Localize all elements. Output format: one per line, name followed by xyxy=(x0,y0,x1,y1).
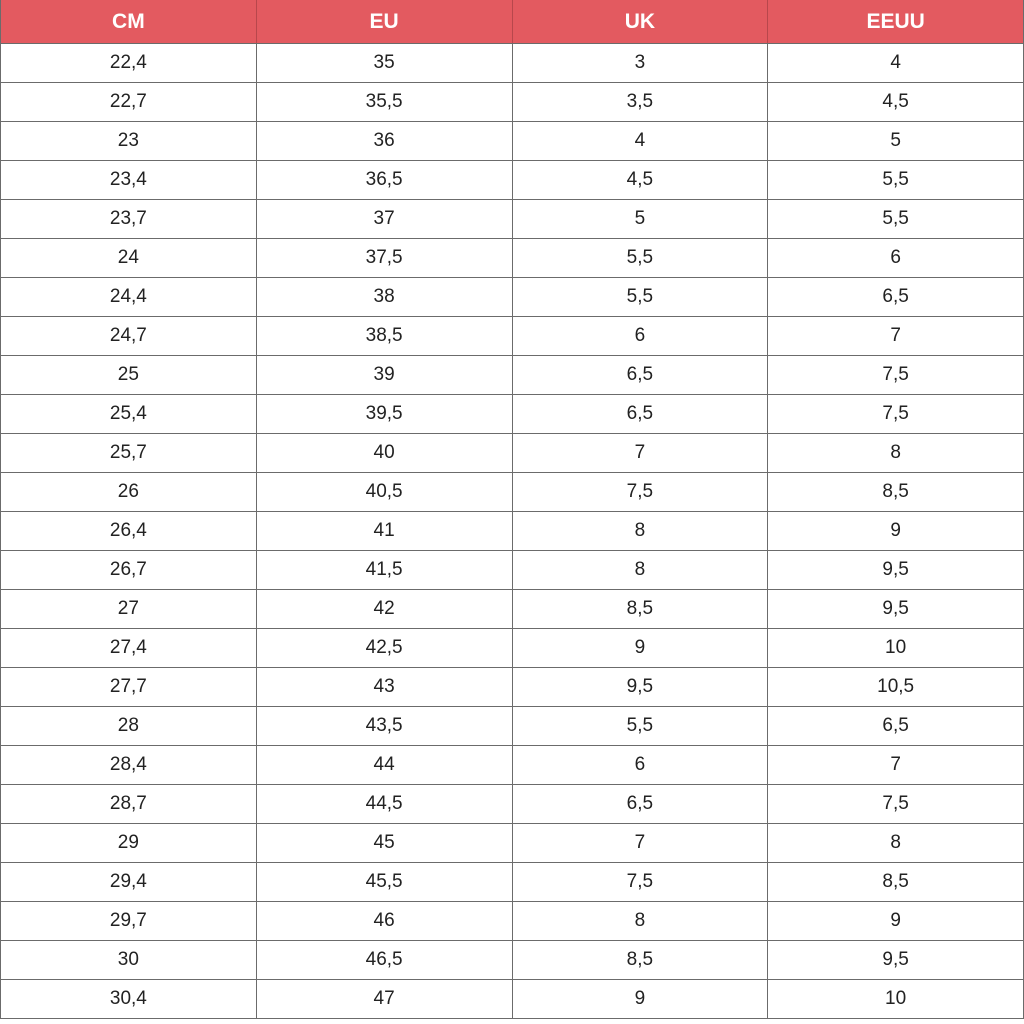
cell-cm: 23,7 xyxy=(1,200,257,239)
table-row xyxy=(1,122,1024,161)
table-row xyxy=(1,902,1024,941)
cell-cm: 27 xyxy=(1,590,257,629)
table-row xyxy=(1,434,1024,473)
cell-cm: 24,4 xyxy=(1,278,257,317)
cell-cm: 25,4 xyxy=(1,395,257,434)
table-row xyxy=(1,239,1024,278)
cell-eu: 46,5 xyxy=(256,941,512,980)
cell-cm: 29 xyxy=(1,824,257,863)
table-row xyxy=(1,317,1024,356)
cell-eeuu: 10 xyxy=(768,629,1024,668)
table-row xyxy=(1,746,1024,785)
table-row xyxy=(1,278,1024,317)
cell-eeuu: 10 xyxy=(768,980,1024,1019)
cell-cm: 29,4 xyxy=(1,863,257,902)
cell-uk: 6,5 xyxy=(512,395,768,434)
cell-eeuu: 4 xyxy=(768,44,1024,83)
cell-eeuu: 5,5 xyxy=(768,161,1024,200)
cell-eu: 43 xyxy=(256,668,512,707)
cell-uk: 8 xyxy=(512,551,768,590)
cell-eu: 40,5 xyxy=(256,473,512,512)
table-row xyxy=(1,395,1024,434)
table-row xyxy=(1,473,1024,512)
cell-eu: 36,5 xyxy=(256,161,512,200)
cell-uk: 6,5 xyxy=(512,785,768,824)
cell-uk: 6 xyxy=(512,317,768,356)
cell-eeuu: 5 xyxy=(768,122,1024,161)
cell-uk: 5,5 xyxy=(512,278,768,317)
cell-eeuu: 7,5 xyxy=(768,785,1024,824)
cell-eeuu: 5,5 xyxy=(768,200,1024,239)
table-row xyxy=(1,707,1024,746)
table-row xyxy=(1,785,1024,824)
cell-eu: 40 xyxy=(256,434,512,473)
table-row xyxy=(1,551,1024,590)
table-row xyxy=(1,83,1024,122)
cell-cm: 23 xyxy=(1,122,257,161)
cell-eeuu: 8,5 xyxy=(768,473,1024,512)
cell-eu: 37,5 xyxy=(256,239,512,278)
cell-uk: 8 xyxy=(512,512,768,551)
cell-uk: 6,5 xyxy=(512,356,768,395)
cell-uk: 5 xyxy=(512,200,768,239)
cell-cm: 26,7 xyxy=(1,551,257,590)
cell-eeuu: 7 xyxy=(768,317,1024,356)
cell-cm: 28,7 xyxy=(1,785,257,824)
cell-eeuu: 9,5 xyxy=(768,551,1024,590)
table-row xyxy=(1,980,1024,1019)
cell-eeuu: 6,5 xyxy=(768,278,1024,317)
cell-eeuu: 10,5 xyxy=(768,668,1024,707)
cell-eu: 46 xyxy=(256,902,512,941)
cell-eu: 39,5 xyxy=(256,395,512,434)
table-header xyxy=(1,0,1024,44)
cell-eu: 39 xyxy=(256,356,512,395)
cell-cm: 25,7 xyxy=(1,434,257,473)
table-row xyxy=(1,941,1024,980)
cell-uk: 6 xyxy=(512,746,768,785)
cell-uk: 7 xyxy=(512,434,768,473)
cell-uk: 8 xyxy=(512,902,768,941)
cell-uk: 7,5 xyxy=(512,473,768,512)
header-cm: CM xyxy=(1,0,257,44)
cell-uk: 4,5 xyxy=(512,161,768,200)
cell-eeuu: 7,5 xyxy=(768,395,1024,434)
table-row xyxy=(1,668,1024,707)
cell-eu: 41,5 xyxy=(256,551,512,590)
cell-uk: 3,5 xyxy=(512,83,768,122)
cell-eu: 35,5 xyxy=(256,83,512,122)
cell-cm: 29,7 xyxy=(1,902,257,941)
cell-eu: 43,5 xyxy=(256,707,512,746)
cell-eeuu: 9 xyxy=(768,902,1024,941)
cell-eeuu: 8 xyxy=(768,434,1024,473)
cell-cm: 30 xyxy=(1,941,257,980)
cell-eu: 45,5 xyxy=(256,863,512,902)
cell-uk: 8,5 xyxy=(512,590,768,629)
cell-eu: 36 xyxy=(256,122,512,161)
cell-eeuu: 7 xyxy=(768,746,1024,785)
table-row xyxy=(1,590,1024,629)
cell-eu: 45 xyxy=(256,824,512,863)
cell-eeuu: 6,5 xyxy=(768,707,1024,746)
header-row xyxy=(1,0,1024,44)
cell-eu: 37 xyxy=(256,200,512,239)
table-row xyxy=(1,44,1024,83)
cell-eeuu: 9,5 xyxy=(768,941,1024,980)
cell-eu: 42 xyxy=(256,590,512,629)
cell-uk: 5,5 xyxy=(512,707,768,746)
cell-uk: 8,5 xyxy=(512,941,768,980)
cell-cm: 24,7 xyxy=(1,317,257,356)
cell-eu: 35 xyxy=(256,44,512,83)
cell-eeuu: 6 xyxy=(768,239,1024,278)
cell-cm: 30,4 xyxy=(1,980,257,1019)
cell-eeuu: 8,5 xyxy=(768,863,1024,902)
cell-eu: 41 xyxy=(256,512,512,551)
cell-eu: 47 xyxy=(256,980,512,1019)
cell-eu: 44 xyxy=(256,746,512,785)
cell-uk: 7,5 xyxy=(512,863,768,902)
table-row xyxy=(1,356,1024,395)
cell-eeuu: 8 xyxy=(768,824,1024,863)
table-row xyxy=(1,512,1024,551)
table-row xyxy=(1,863,1024,902)
cell-uk: 5,5 xyxy=(512,239,768,278)
cell-uk: 7 xyxy=(512,824,768,863)
cell-uk: 3 xyxy=(512,44,768,83)
cell-eeuu: 4,5 xyxy=(768,83,1024,122)
table-body xyxy=(1,44,1024,1019)
cell-eu: 44,5 xyxy=(256,785,512,824)
cell-cm: 25 xyxy=(1,356,257,395)
cell-cm: 28,4 xyxy=(1,746,257,785)
header-uk: UK xyxy=(512,0,768,44)
cell-cm: 22,7 xyxy=(1,83,257,122)
cell-eu: 42,5 xyxy=(256,629,512,668)
cell-uk: 9,5 xyxy=(512,668,768,707)
cell-cm: 26,4 xyxy=(1,512,257,551)
cell-eu: 38,5 xyxy=(256,317,512,356)
table-row xyxy=(1,824,1024,863)
cell-cm: 27,4 xyxy=(1,629,257,668)
cell-cm: 27,7 xyxy=(1,668,257,707)
table-row xyxy=(1,161,1024,200)
cell-cm: 28 xyxy=(1,707,257,746)
cell-uk: 9 xyxy=(512,629,768,668)
cell-eeuu: 7,5 xyxy=(768,356,1024,395)
cell-cm: 26 xyxy=(1,473,257,512)
cell-cm: 24 xyxy=(1,239,257,278)
cell-cm: 23,4 xyxy=(1,161,257,200)
cell-eeuu: 9,5 xyxy=(768,590,1024,629)
cell-eeuu: 9 xyxy=(768,512,1024,551)
header-eu: EU xyxy=(256,0,512,44)
table-row xyxy=(1,200,1024,239)
table-row xyxy=(1,629,1024,668)
cell-uk: 9 xyxy=(512,980,768,1019)
cell-uk: 4 xyxy=(512,122,768,161)
cell-cm: 22,4 xyxy=(1,44,257,83)
cell-eu: 38 xyxy=(256,278,512,317)
header-eeuu: EEUU xyxy=(768,0,1024,44)
